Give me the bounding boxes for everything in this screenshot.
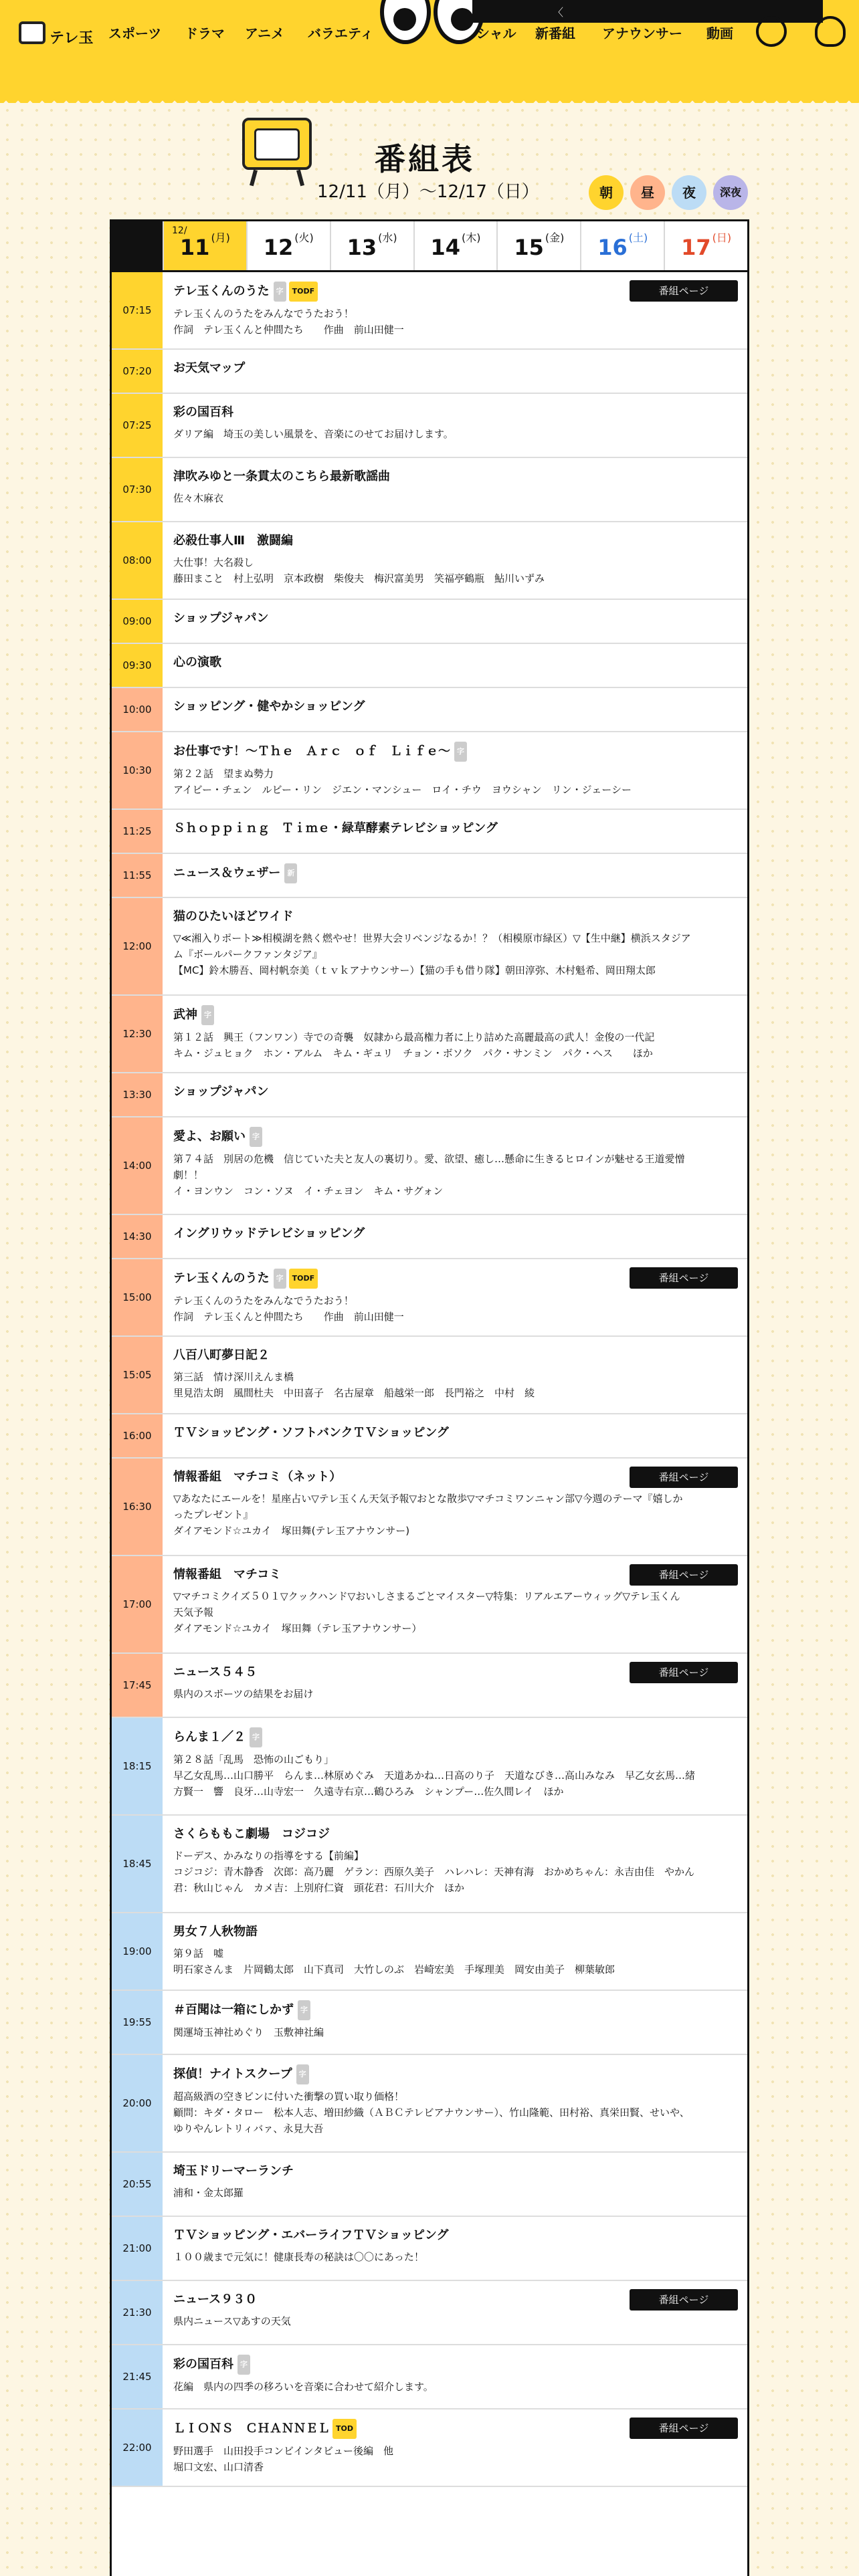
program-row[interactable] xyxy=(112,898,747,996)
program-description: 浦和・金太郎羅 xyxy=(173,2187,244,2199)
program-title[interactable]: ＃百聞は一箱にしかず xyxy=(173,2003,294,2017)
program-title[interactable]: 探偵！ナイトスクープ xyxy=(173,2067,292,2081)
day-tab-15[interactable] xyxy=(496,221,580,270)
program-title-line xyxy=(173,609,738,628)
program-cell xyxy=(163,810,747,853)
program-title[interactable]: 武神 xyxy=(173,1008,197,1022)
program-description: 早乙女乱馬…山口勝平 らんま…林原めぐみ 天道あかね…日高のり子 天道なびき…高山みなみ 早乙女玄馬…緒 xyxy=(173,1769,696,1782)
program-row[interactable] xyxy=(112,688,747,732)
day-tab-13[interactable] xyxy=(330,221,413,270)
program-title-line xyxy=(173,1424,738,1442)
nav-special[interactable]: シャル xyxy=(476,25,516,41)
program-title-line xyxy=(173,2064,738,2084)
program-time: 07:20 xyxy=(112,350,163,393)
program-title[interactable]: ショップジャパン xyxy=(173,1085,269,1099)
program-description: ダリア編 埼玉の美しい風景を、音楽にのせてお届けします。 xyxy=(173,428,454,440)
program-cell xyxy=(163,1654,747,1717)
program-cell xyxy=(163,996,747,1072)
program-description: ▽マチコミクイズ５０１▽クックハンド▽おいしさまるごとマイスター▽特集：リアルエアーウィッグ▽テレ玉くん xyxy=(173,1590,680,1602)
mascot-eyes-icon xyxy=(380,0,480,47)
program-description: 天気予報 xyxy=(173,1606,214,1618)
program-time: 19:00 xyxy=(112,1913,163,1990)
program-time: 13:30 xyxy=(112,1073,163,1116)
program-time: 14:30 xyxy=(112,1215,163,1258)
program-title[interactable]: ショッピング・健やかショッピング xyxy=(173,700,365,714)
program-row[interactable] xyxy=(112,1913,747,1991)
program-row[interactable] xyxy=(112,854,747,898)
program-time: 07:25 xyxy=(112,394,163,457)
program-row[interactable] xyxy=(112,732,747,810)
program-page-button[interactable]: 番組ページ xyxy=(630,280,738,302)
program-row[interactable] xyxy=(112,458,747,522)
day-tab-16[interactable] xyxy=(580,221,664,270)
day-tab-weekday: (日) xyxy=(712,231,732,244)
program-title[interactable]: さくらももこ劇場 コジコジ xyxy=(173,1827,330,1841)
program-title[interactable]: ＴＶショッピング・ソフトバンクＴＶショッピング xyxy=(173,1426,449,1440)
program-description: ドーデス、かみなりの指導をする【前編】 xyxy=(173,1850,364,1862)
program-title[interactable]: 情報番組 マチコミ xyxy=(173,1568,282,1582)
program-description: ダイアモンド☆ユカイ 塚田舞（テレ玉アナウンサー） xyxy=(173,1622,422,1634)
program-title[interactable]: テレ玉くんのうた xyxy=(173,1271,270,1285)
program-description: １００歳まで元気に！健康長寿の秘訣は〇〇にあった！ xyxy=(173,2251,424,2263)
day-tab-weekday: (金) xyxy=(545,231,565,244)
program-description: 劇！！ xyxy=(173,1169,204,1181)
program-row[interactable] xyxy=(112,1991,747,2055)
caption-badge: 字 xyxy=(274,282,286,302)
program-cell xyxy=(163,1337,747,1413)
program-cell xyxy=(163,1913,747,1990)
program-title[interactable]: ショップジャパン xyxy=(173,611,269,625)
program-cell xyxy=(163,1259,747,1335)
program-title-line xyxy=(173,2355,738,2375)
program-title-line xyxy=(173,742,738,762)
program-title-line xyxy=(173,1127,738,1147)
day-tab-14[interactable] xyxy=(413,221,497,270)
program-cell xyxy=(163,522,747,599)
program-row[interactable] xyxy=(112,1117,747,1215)
day-tab-number: 17 xyxy=(681,235,711,260)
tv-illustration-icon xyxy=(237,114,317,183)
program-row[interactable] xyxy=(112,996,747,1073)
program-row[interactable] xyxy=(112,2281,747,2345)
program-time: 16:30 xyxy=(112,1459,163,1555)
program-description: 第２８話「乱馬 恐怖の山ごもり」 xyxy=(173,1753,335,1765)
program-cell xyxy=(163,2153,747,2216)
slot-night-button[interactable]: 夜 xyxy=(672,175,706,210)
program-time: 20:00 xyxy=(112,2055,163,2151)
site-logo[interactable] xyxy=(19,12,99,51)
program-cell xyxy=(163,854,747,897)
program-cell xyxy=(163,1816,747,1912)
program-cell xyxy=(163,1459,747,1555)
nav-variety[interactable]: バラエティ xyxy=(308,25,374,41)
caption-badge: 字 xyxy=(298,2000,310,2020)
caption-badge: 字 xyxy=(274,1269,286,1289)
program-title[interactable]: 猫のひたいほどワイド xyxy=(173,909,294,924)
program-row[interactable] xyxy=(112,1718,747,1816)
program-title-line xyxy=(173,907,738,926)
program-time: 12:00 xyxy=(112,898,163,994)
program-row[interactable] xyxy=(112,1414,747,1459)
program-row[interactable] xyxy=(112,600,747,644)
program-time: 10:30 xyxy=(112,732,163,809)
day-tab-number: 12 xyxy=(263,235,294,260)
program-time: 09:30 xyxy=(112,644,163,687)
program-cell xyxy=(163,272,747,348)
day-tab-weekday: (水) xyxy=(378,231,397,244)
tod-badge: TOD xyxy=(332,2419,357,2439)
program-title[interactable]: ニュース＆ウェザー xyxy=(173,866,281,880)
program-title[interactable]: 心の演歌 xyxy=(173,655,221,669)
program-title[interactable]: 津吹みゆと一条貫太のこちら最新歌謡曲 xyxy=(173,469,390,484)
program-description: イ・ヨンウン コン・ソヌ イ・チェヨン キム・サグォン xyxy=(173,1185,444,1197)
program-row[interactable] xyxy=(112,644,747,688)
header-zigzag-divider xyxy=(0,94,859,103)
program-time: 19:55 xyxy=(112,1991,163,2054)
program-title[interactable]: お仕事です！〜Ｔｈｅ Ａｒｃ ｏｆ Ｌｉｆｅ〜 xyxy=(173,744,450,758)
program-description: 第三話 情け深川えんま橋 xyxy=(173,1371,294,1383)
program-time: 21:00 xyxy=(112,2217,163,2280)
program-row[interactable] xyxy=(112,2055,747,2153)
program-description: 里見浩太朗 風間杜夫 中田喜子 名古屋章 船越栄一郎 長門裕之 中村 綾 xyxy=(173,1387,535,1399)
program-description: 野田選手 山田投手コンビインタビュー後編 他 xyxy=(173,2445,393,2457)
day-tab-12[interactable] xyxy=(246,221,330,270)
program-title-line xyxy=(173,697,738,716)
program-cell xyxy=(163,394,747,457)
program-cell xyxy=(163,898,747,994)
program-cell xyxy=(163,2217,747,2280)
program-title-line xyxy=(173,1083,738,1101)
program-description: 方賢一 響 良牙…山寺宏一 久遠寺右京…鶴ひろみ シャンプー…佐久間レイ ほか xyxy=(173,1786,564,1798)
program-row[interactable] xyxy=(112,1556,747,1654)
program-time: 11:55 xyxy=(112,854,163,897)
program-cell xyxy=(163,350,747,393)
program-description: 君：秋山じゃん カメ吉：上別府仁資 頭花君：石川大介 ほか xyxy=(173,1882,465,1894)
program-row[interactable] xyxy=(112,1073,747,1117)
program-row[interactable] xyxy=(112,2153,747,2217)
program-description: 明石家さんま 片岡鶴太郎 山下真司 大竹しのぶ 岩崎宏美 手塚理美 岡安由美子 柳葉敏郎 xyxy=(173,1963,615,1975)
program-cell xyxy=(163,644,747,687)
program-description: 関運埼玉神社めぐり 玉敷神社編 xyxy=(173,2026,324,2038)
program-cell xyxy=(163,600,747,643)
day-tab-17[interactable] xyxy=(664,221,747,270)
slot-daytime-button[interactable]: 昼 xyxy=(630,175,665,210)
program-time: 18:15 xyxy=(112,1718,163,1814)
program-time: 21:30 xyxy=(112,2281,163,2344)
caption-badge: 字 xyxy=(454,742,467,762)
program-row[interactable] xyxy=(112,1459,747,1556)
program-row[interactable] xyxy=(112,2345,747,2409)
program-description: 作詞 テレ玉くんと仲間たち 作曲 前山田健一 xyxy=(173,1311,404,1323)
program-time: 21:45 xyxy=(112,2345,163,2408)
program-title[interactable]: ＬＩＯＮＳ ＣＨＡＮＮＥＬ xyxy=(173,2422,330,2436)
mascot-menu-icon[interactable] xyxy=(815,16,846,47)
program-time: 14:00 xyxy=(112,1117,163,1214)
day-tab-number: 15 xyxy=(514,235,544,260)
program-description: ▽≪湘入りポート≫相模湖を熱く燃やせ！世界大会リベンジなるか！？（相模原市緑区）▽【生中継】横浜スタジア xyxy=(173,932,691,944)
program-description: 藤田まこと 村上弘明 京本政樹 柴俊夫 梅沢富美男 笑福亭鶴瓶 鮎川いずみ xyxy=(173,572,545,584)
day-tab-11[interactable] xyxy=(163,221,246,270)
slot-morning-button[interactable]: 朝 xyxy=(589,175,624,210)
program-description: テレ玉くんのうたをみんなでうたおう！ xyxy=(173,1295,354,1307)
program-description: ったプレゼント』 xyxy=(173,1509,254,1521)
program-title-line xyxy=(173,2226,738,2245)
program-description: ゆりやんレトリィバァ、永見大吾 xyxy=(173,2123,324,2135)
program-time: 15:00 xyxy=(112,1259,163,1335)
program-cell xyxy=(163,1414,747,1457)
program-time: 16:00 xyxy=(112,1414,163,1457)
program-description: キム・ジュヒョク ホン・アルム キム・ギュリ チョン・ボソク パク・サンミン パク・ヘス ほか xyxy=(173,1047,653,1059)
program-row[interactable] xyxy=(112,1816,747,1913)
program-row[interactable] xyxy=(112,522,747,600)
program-row[interactable] xyxy=(112,2409,747,2487)
nav-announcer[interactable]: アナウンサー xyxy=(602,25,682,41)
day-tabs-corner xyxy=(112,221,163,270)
program-row[interactable] xyxy=(112,394,747,458)
program-title[interactable]: イングリウッドテレビショッピング xyxy=(173,1226,365,1241)
nav-video[interactable]: 動画 xyxy=(706,25,733,41)
schedule-table xyxy=(110,219,749,2576)
program-cell xyxy=(163,2409,747,2486)
day-tabs xyxy=(112,221,747,272)
program-description: コジコジ：青木静香 次郎：高乃麗 ゲラン：西原久美子 ハレハレ：天神有海 おかめちゃん：永吉由佳 やかん xyxy=(173,1866,694,1878)
program-title-line xyxy=(173,403,738,422)
program-row[interactable] xyxy=(112,1215,747,1259)
program-cell xyxy=(163,1117,747,1214)
program-description: ダイアモンド☆ユカイ 塚田舞(テレ玉アナウンサー) xyxy=(173,1525,410,1537)
program-time: 11:25 xyxy=(112,810,163,853)
day-tab-weekday: (火) xyxy=(294,231,314,244)
program-time: 08:00 xyxy=(112,522,163,599)
program-title[interactable]: 情報番組 マチコミ（ネット） xyxy=(173,1470,342,1484)
page-title: 番組表 xyxy=(375,141,475,177)
nav-sports[interactable]: スポーツ xyxy=(108,25,162,41)
program-description: ▽あなたにエールを！星座占い▽テレ玉くん天気予報▽おとな散歩▽マチコミワンニャン部▽今週のテーマ『嬉しか xyxy=(173,1493,683,1505)
program-cell xyxy=(163,2281,747,2344)
program-description: 県内のスポーツの結果をお届け xyxy=(173,1688,314,1700)
tod-badge: TODF xyxy=(289,282,318,302)
program-row[interactable] xyxy=(112,350,747,394)
program-description: 【MC】鈴木勝吾、岡村帆奈美（ｔｖｋアナウンサー）【猫の手も借り隊】朝田淳弥、木村魁希、岡田翔太郎 xyxy=(173,964,656,976)
program-description: ム『ボールパークファンタジア』 xyxy=(173,948,322,960)
program-title-line xyxy=(173,863,738,883)
program-title[interactable]: らんま１／２ xyxy=(173,1730,246,1744)
program-row[interactable] xyxy=(112,1337,747,1414)
program-description: 県内ニュース▽あすの天気 xyxy=(173,2315,291,2327)
program-time: 10:00 xyxy=(112,688,163,731)
program-description: 堀口文宏、山口清香 xyxy=(173,2461,264,2473)
program-description: 第２２話 望まぬ勢力 xyxy=(173,768,274,780)
program-cell xyxy=(163,1556,747,1652)
caption-badge: 字 xyxy=(237,2355,250,2375)
program-title-line xyxy=(173,1224,738,1243)
program-title-line xyxy=(173,1346,738,1365)
caption-badge: 新 xyxy=(284,863,297,883)
program-title-line xyxy=(173,2000,738,2020)
program-title[interactable]: 男女７人秋物語 xyxy=(173,1925,258,1939)
helmet-icon[interactable] xyxy=(756,16,787,47)
program-time: 18:45 xyxy=(112,1816,163,1912)
program-description: 顧問：キダ・タロー 松本人志、増田紗織（ＡＢＣテレビアナウンサー）、竹山隆範、田村裕、真栄田賢、せいや、 xyxy=(173,2107,690,2119)
program-page-button[interactable]: 番組ページ xyxy=(630,1662,738,1683)
program-time: 12:30 xyxy=(112,996,163,1072)
program-description: 第９話 嘘 xyxy=(173,1947,224,1959)
tv-logo-icon xyxy=(19,21,45,44)
program-cell xyxy=(163,2345,747,2408)
program-title-line xyxy=(173,1825,738,1844)
program-title[interactable]: 埼玉ドリーマーランチ xyxy=(173,2164,294,2178)
program-title[interactable]: テレ玉くんのうた xyxy=(173,284,270,298)
program-description: 第７４話 別居の危機 信じていた夫と友人の裏切り。愛、欲望、癒し…懸命に生きるヒロインが魅せる王道愛憎 xyxy=(173,1153,685,1165)
program-row[interactable] xyxy=(112,810,747,854)
program-title[interactable]: ニュース９３０ xyxy=(173,2292,258,2306)
caption-badge: 字 xyxy=(201,1005,214,1025)
tod-badge: TODF xyxy=(289,1269,318,1289)
program-page-button[interactable]: 番組ページ xyxy=(630,1267,738,1289)
program-time: 15:05 xyxy=(112,1337,163,1413)
program-title[interactable]: 愛よ、お願い xyxy=(173,1130,246,1144)
program-cell xyxy=(163,2055,747,2151)
nav-drama[interactable]: ドラマ xyxy=(185,25,225,41)
program-title[interactable]: 彩の国百科 xyxy=(173,2357,233,2371)
day-tab-number: 13 xyxy=(347,235,377,260)
day-tab-month: 12/ xyxy=(172,225,187,236)
program-time: 20:55 xyxy=(112,2153,163,2216)
slot-latenight-button[interactable]: 深夜 xyxy=(713,175,748,210)
program-title[interactable]: 必殺仕事人Ⅲ 激闘編 xyxy=(173,534,294,548)
program-title-line xyxy=(173,2162,738,2181)
program-cell xyxy=(163,458,747,521)
program-cell xyxy=(163,1073,747,1116)
day-tab-number: 11 xyxy=(179,235,210,260)
logo-text: テレ玉 xyxy=(50,30,94,47)
program-title[interactable]: 彩の国百科 xyxy=(173,405,233,419)
program-page-button[interactable]: 番組ページ xyxy=(630,2418,738,2439)
program-description: 第１２話 興王（フンワン）寺での奇襲 奴隷から最高権力者に上り詰めた高麗最高の武人！金俊の一代記 xyxy=(173,1031,655,1043)
program-description: テレ玉くんのうたをみんなでうたおう！ xyxy=(173,308,354,320)
caption-badge: 字 xyxy=(250,1127,262,1147)
program-title-line xyxy=(173,819,738,838)
program-page-button[interactable]: 番組ページ xyxy=(630,2289,738,2311)
ticker-arrow: 〈 xyxy=(553,6,564,19)
day-tab-number: 16 xyxy=(597,235,628,260)
program-cell xyxy=(163,1215,747,1258)
nav-anime[interactable]: アニメ xyxy=(245,25,284,41)
program-title-line xyxy=(173,359,738,378)
program-cell xyxy=(163,1718,747,1814)
program-page-button[interactable]: 番組ページ xyxy=(630,1564,738,1586)
program-title[interactable]: ニュース５４５ xyxy=(173,1665,258,1679)
program-list xyxy=(112,272,747,2487)
day-tab-weekday: (木) xyxy=(462,231,481,244)
program-cell xyxy=(163,1991,747,2054)
program-time: 07:30 xyxy=(112,458,163,521)
program-description: 花編 県内の四季の移ろいを音楽に合わせて紹介します。 xyxy=(173,2381,434,2393)
program-title[interactable]: Ｓｈｏｐｐｉｎｇ Ｔｉｍｅ・緑草酵素テレビショッピング xyxy=(173,821,498,835)
program-description: 大仕事！大名殺し xyxy=(173,556,254,568)
program-description: アイビー・チェン ルビー・リン ジエン・マンシュー ロイ・チウ ヨウシャン リン・ジェーシー xyxy=(173,784,632,796)
caption-badge: 字 xyxy=(296,2064,309,2084)
program-cell xyxy=(163,732,747,809)
nav-new-programs[interactable]: 新番組 xyxy=(535,25,575,41)
program-title-line xyxy=(173,1727,738,1747)
program-time: 17:00 xyxy=(112,1556,163,1652)
program-title-line xyxy=(173,653,738,672)
program-cell xyxy=(163,688,747,731)
program-description: 佐々木麻衣 xyxy=(173,492,224,504)
program-page-button[interactable]: 番組ページ xyxy=(630,1467,738,1488)
program-time: 09:00 xyxy=(112,600,163,643)
program-title-line xyxy=(173,467,738,486)
program-row[interactable] xyxy=(112,1259,747,1337)
program-title-line xyxy=(173,532,738,550)
site-header xyxy=(0,0,859,94)
program-description: 作詞 テレ玉くんと仲間たち 作曲 前山田健一 xyxy=(173,324,404,336)
program-time: 22:00 xyxy=(112,2409,163,2486)
program-title[interactable]: 八百八町夢日記２ xyxy=(173,1348,270,1362)
program-title[interactable]: ＴＶショッピング・エバーライフＴＶショッピング xyxy=(173,2228,449,2242)
program-title-line xyxy=(173,1923,738,1941)
program-row[interactable] xyxy=(112,272,747,350)
caption-badge: 字 xyxy=(250,1727,262,1747)
program-title[interactable]: お天気マップ xyxy=(173,361,246,375)
date-range: 12/11（月）〜12/17（日） xyxy=(317,182,539,202)
day-tab-weekday: (土) xyxy=(628,231,648,244)
program-row[interactable] xyxy=(112,1654,747,1718)
day-tab-number: 14 xyxy=(430,235,461,260)
program-description: 超高級酒の空きビンに付いた衝撃の買い取り価格！ xyxy=(173,2090,405,2103)
day-tab-weekday: (月) xyxy=(211,231,230,244)
program-time: 07:15 xyxy=(112,272,163,348)
program-time: 17:45 xyxy=(112,1654,163,1717)
program-row[interactable] xyxy=(112,2217,747,2281)
program-title-line xyxy=(173,1005,738,1025)
